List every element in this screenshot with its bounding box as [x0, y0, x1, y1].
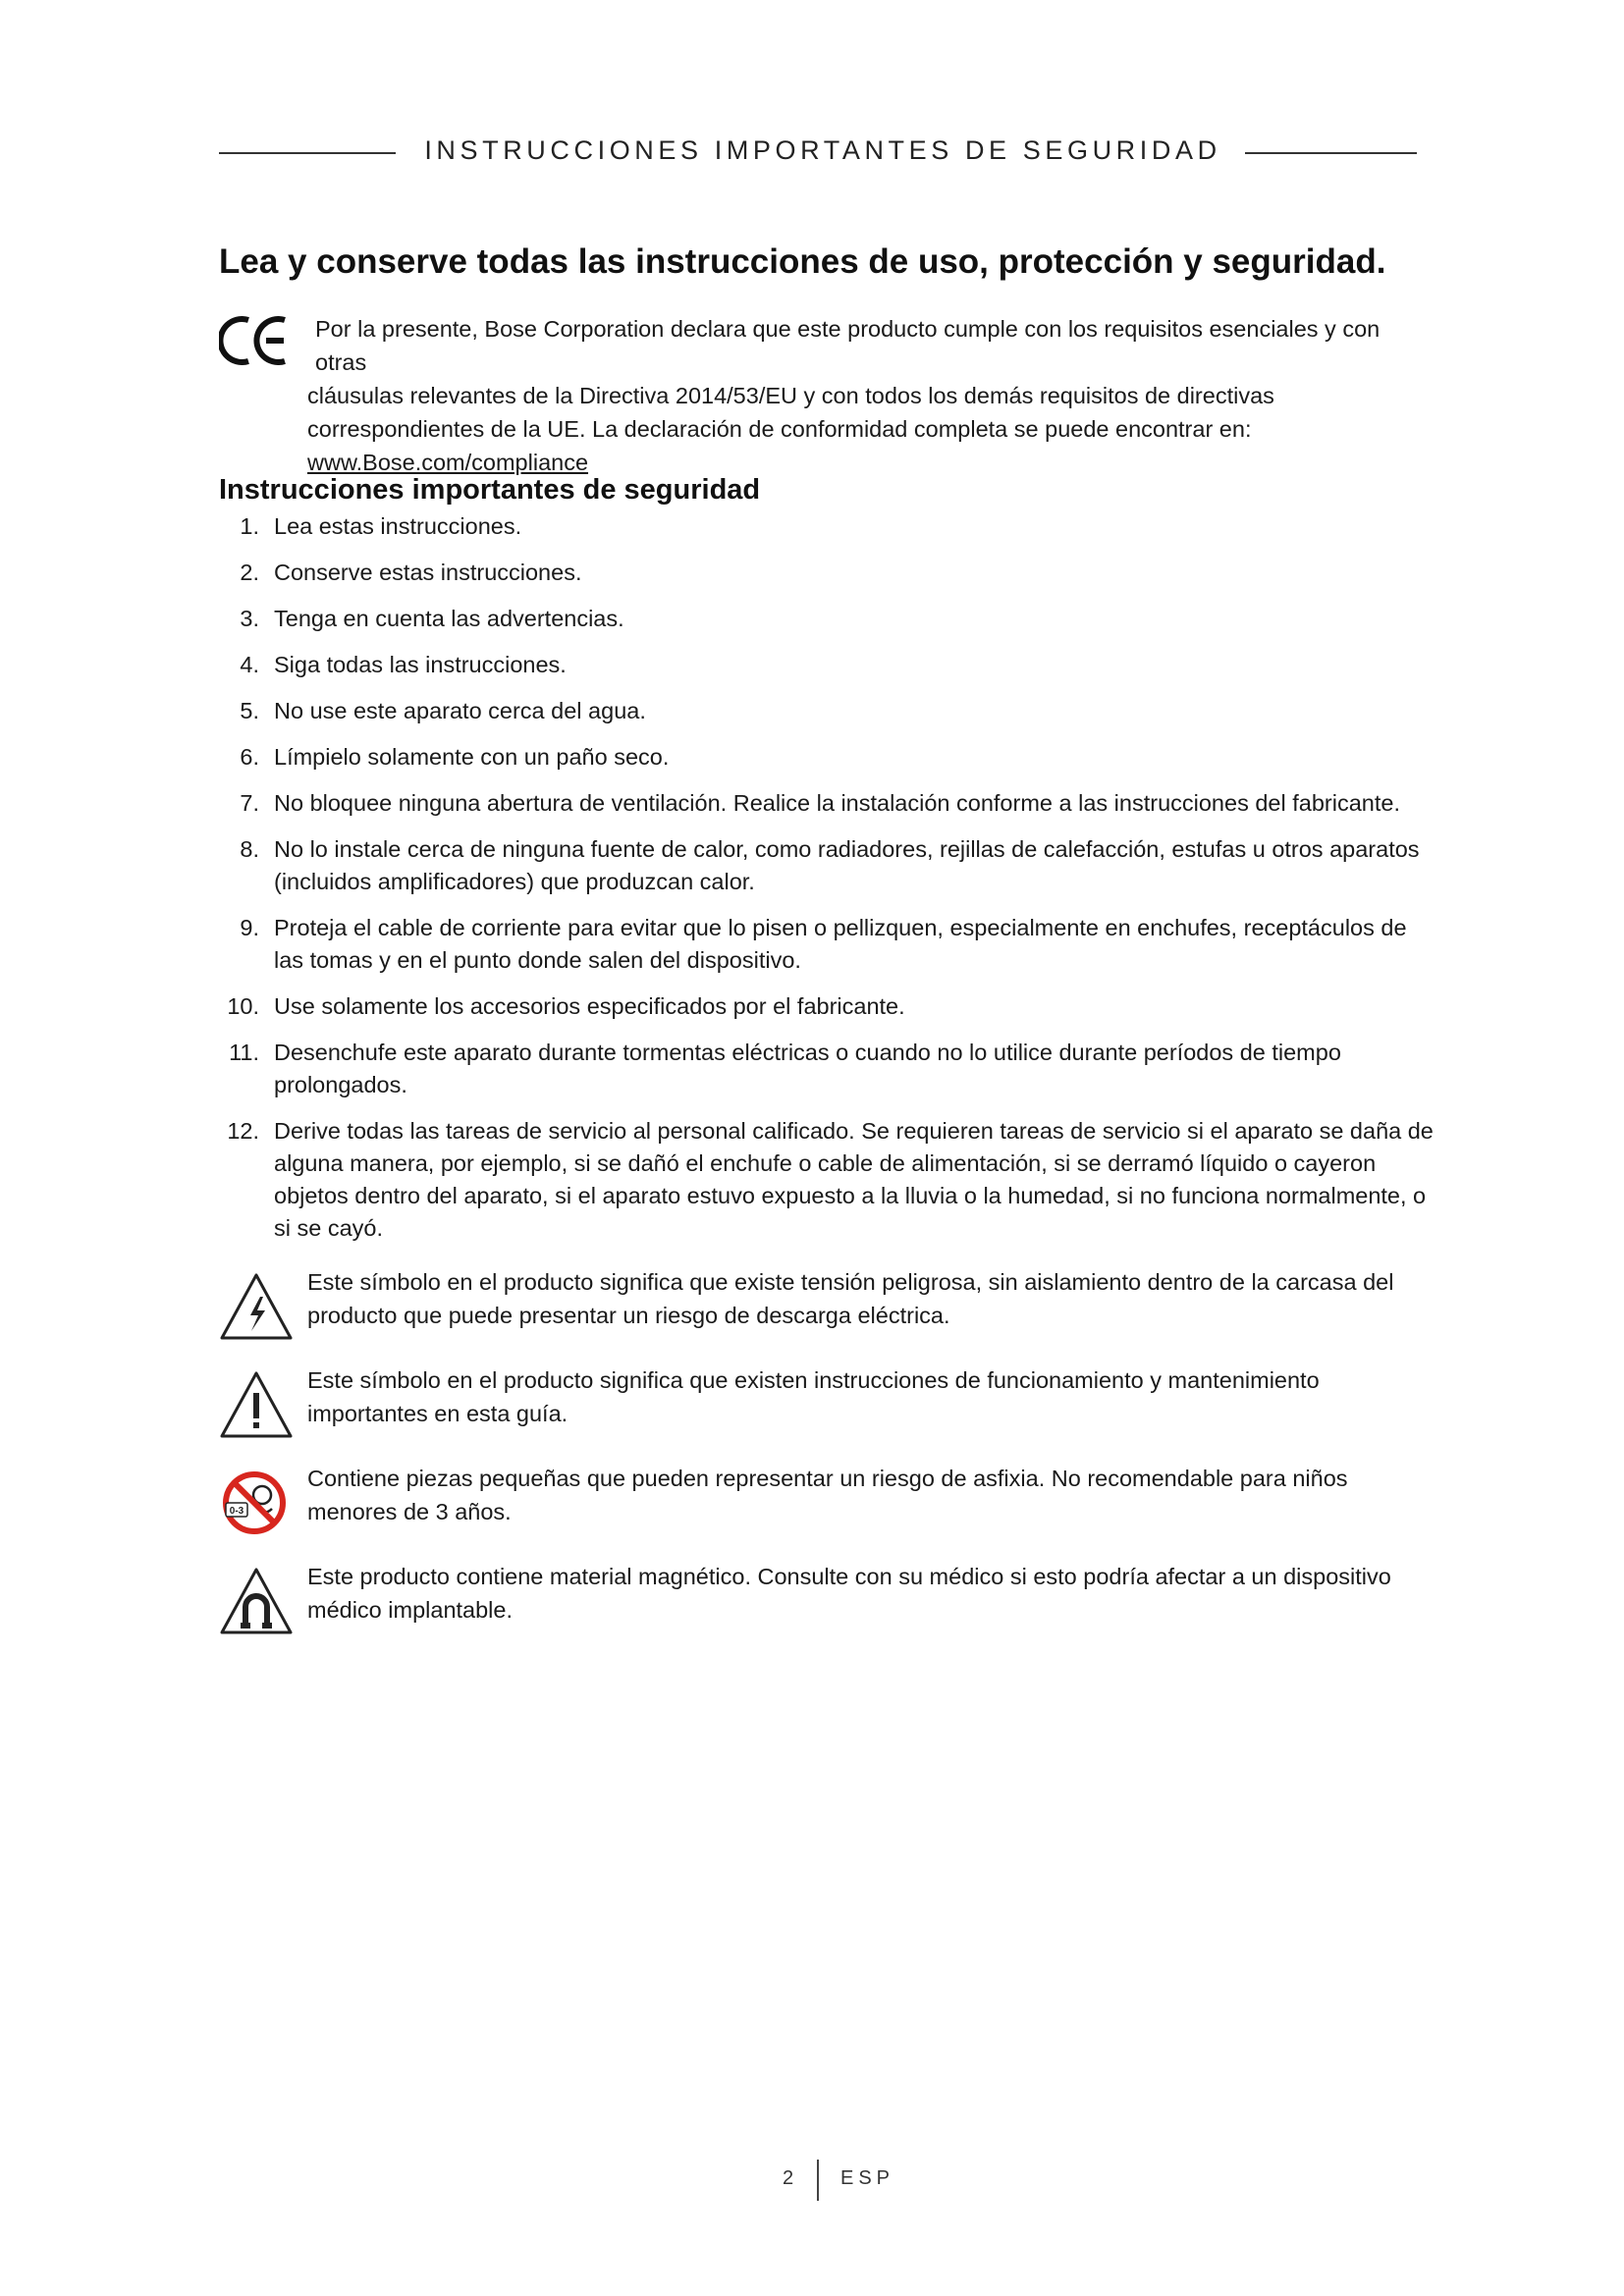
item-text: No lo instale cerca de ninguna fuente de calor, como radiadores, rejillas de calefacción, estufas u otros aparatos (incluidos amplificadores) que produzcan calor.	[274, 836, 1420, 894]
item-text: Tenga en cuenta las advertencias.	[274, 606, 624, 631]
item-text: Límpielo solamente con un paño seco.	[274, 744, 670, 770]
item-text: Lea estas instrucciones.	[274, 513, 522, 539]
warning-symbols	[219, 1269, 1436, 1662]
item-text: Derive todas las tareas de servicio al personal calificado. Se requieren tareas de servicio si el aparato se daña de alguna manera, por ejemplo, si se dañó el enchufe o cable de alimentación, si se derramó líquido o cayeron objetos dentro del aparato, si el aparato estuvo expuesto a la lluvia o la humedad, si no funciona normalmente, o si se cayó.	[274, 1118, 1434, 1241]
item-number: 6.	[240, 744, 259, 770]
compliance-link[interactable]: www.Bose.com/compliance	[307, 450, 589, 475]
list-item	[219, 912, 1436, 977]
list-item	[219, 695, 1436, 727]
symbol-text: Este símbolo en el producto significa que existen instrucciones de funcionamiento y mantenimiento importantes en esta guía.	[307, 1367, 1320, 1426]
header-rule-right	[1245, 152, 1417, 154]
item-number: 7.	[240, 790, 259, 816]
exclamation-warning-icon	[219, 1367, 294, 1442]
choking-age-label: 0-3	[229, 1506, 244, 1517]
item-text: No bloquee ninguna abertura de ventilación. Realice la instalación conforme a las instrucciones del fabricante.	[274, 790, 1400, 816]
list-item	[219, 510, 1436, 543]
item-number: 11.	[229, 1040, 259, 1065]
ce-declaration-text	[307, 312, 1436, 479]
list-item	[219, 649, 1436, 681]
page-footer	[0, 2160, 1624, 2199]
item-text: Conserve estas instrucciones.	[274, 560, 582, 585]
item-text: Desenchufe este aparato durante tormentas eléctricas o cuando no lo utilice durante períodos de tiempo prolongados.	[274, 1040, 1341, 1097]
item-text: Proteja el cable de corriente para evitar que lo pisen o pellizquen, especialmente en enchufes, receptáculos de las tomas y en el punto donde salen del dispositivo.	[274, 915, 1407, 973]
list-item	[219, 1037, 1436, 1101]
section-header	[219, 135, 1417, 171]
symbol-row	[219, 1466, 1436, 1564]
item-text: Siga todas las instrucciones.	[274, 652, 567, 677]
symbol-text: Este símbolo en el producto significa que existe tensión peligrosa, sin aislamiento dentro de la carcasa del producto que puede presentar un riesgo de descarga eléctrica.	[307, 1269, 1394, 1328]
safety-instructions-list	[219, 510, 1436, 1258]
ce-line-1: Por la presente, Bose Corporation declara que este producto cumple con los requisitos esenciales y con otras	[315, 316, 1380, 375]
item-number: 8.	[240, 836, 259, 862]
ce-mark-icon	[219, 316, 290, 365]
magnet-warning-icon	[219, 1564, 294, 1638]
item-number: 4.	[240, 652, 259, 677]
item-number: 3.	[240, 606, 259, 631]
symbol-text: Contiene piezas pequeñas que pueden representar un riesgo de asfixia. No recomendable para niños menores de 3 años.	[307, 1466, 1348, 1524]
item-text: No use este aparato cerca del agua.	[274, 698, 646, 723]
item-number: 2.	[240, 560, 259, 585]
list-item	[219, 833, 1436, 898]
electric-shock-warning-icon	[219, 1269, 294, 1344]
list-item	[219, 557, 1436, 589]
item-text: Use solamente los accesorios especificados por el fabricante.	[274, 993, 905, 1019]
symbol-text: Este producto contiene material magnético. Consulte con su médico si esto podría afectar a un dispositivo médico implantable.	[307, 1564, 1391, 1623]
main-title: Lea y conserve todas las instrucciones de uso, protección y seguridad.	[219, 242, 1386, 281]
header-rule-left	[219, 152, 396, 154]
language-code: ESP	[840, 2167, 895, 2189]
item-number: 1.	[240, 513, 259, 539]
choking-hazard-icon	[219, 1466, 294, 1540]
list-item	[219, 990, 1436, 1023]
ce-line-3: correspondientes de la UE. La declaración de conformidad completa se puede encontrar en:	[307, 416, 1252, 442]
symbol-row	[219, 1564, 1436, 1662]
item-number: 5.	[240, 698, 259, 723]
ce-line-2: cláusulas relevantes de la Directiva 2014/53/EU y con todos los demás requisitos de directivas	[307, 383, 1274, 408]
list-item	[219, 787, 1436, 820]
symbol-row	[219, 1269, 1436, 1367]
item-number: 9.	[240, 915, 259, 940]
list-item	[219, 741, 1436, 774]
list-item	[219, 1115, 1436, 1245]
item-number: 10.	[227, 993, 259, 1019]
list-item	[219, 603, 1436, 635]
symbol-row	[219, 1367, 1436, 1466]
item-number: 12.	[227, 1118, 259, 1144]
safety-subtitle: Instrucciones importantes de seguridad	[219, 474, 761, 506]
header-title: INSTRUCCIONES IMPORTANTES DE SEGURIDAD	[424, 135, 1221, 165]
page-number: 2	[783, 2167, 796, 2189]
footer-separator	[817, 2160, 819, 2201]
